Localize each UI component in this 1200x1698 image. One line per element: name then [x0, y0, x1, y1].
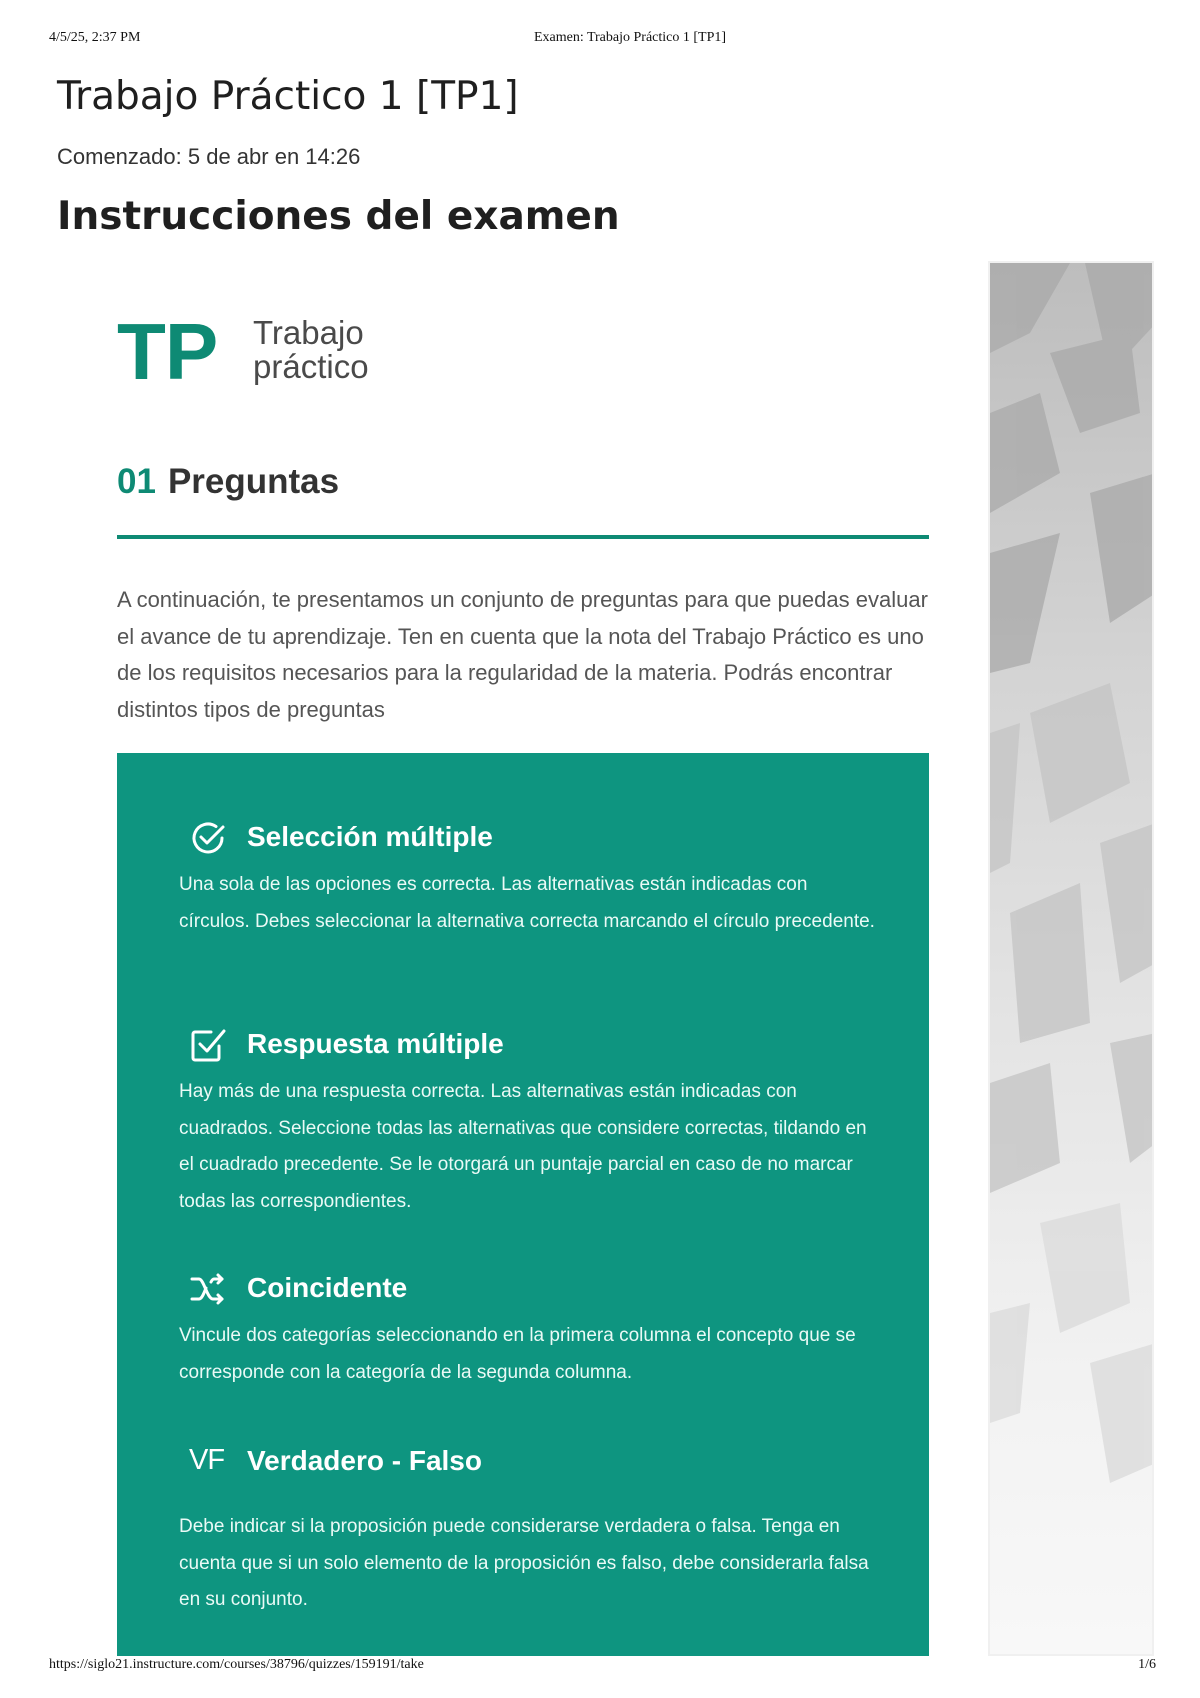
section-divider	[117, 535, 929, 539]
started-info	[57, 144, 360, 170]
print-doc-title: Examen: Trabajo Práctico 1 [TP1]	[533, 30, 727, 45]
question-type-description: Hay más de una respuesta correcta. Las alternativas están indicadas con cuadrados. Seleccione todas las alternativas que considere correctas, tildando en el cuadrado precedente. Se le otorgará un puntaje parcial en caso de no marcar todas las correspondientes.	[179, 1081, 867, 1212]
started-value: 5 de abr en 14:26	[187, 144, 361, 169]
question-type-title: Respuesta múltiple	[247, 1028, 504, 1059]
logo-word-line1: Trabajo	[253, 314, 364, 351]
question-type-title: Coincidente	[247, 1272, 408, 1303]
started-label: Comenzado:	[57, 144, 182, 169]
question-type-multiple-choice	[179, 817, 879, 940]
shuffle-icon	[189, 1270, 227, 1308]
square-check-icon	[189, 1026, 227, 1064]
question-type-description: Una sola de las opciones es correcta. Las alternativas están indicadas con círculos. Debes seleccionar la alternativa correcta marcando el círculo precedente.	[179, 874, 875, 932]
logo-word-line2: práctico	[253, 348, 369, 385]
section-heading	[117, 462, 339, 502]
print-footer	[0, 1657, 1200, 1677]
page-title: Trabajo Práctico 1 [TP1]	[57, 74, 519, 119]
question-type-description: Vincule dos categorías seleccionando en la primera columna el concepto que se corresponde con la categoría de la segunda columna.	[179, 1325, 856, 1383]
decorative-side-image	[988, 261, 1154, 1656]
question-type-description: Debe indicar si la proposición puede considerarse verdadera o falsa. Tenga en cuenta que si un solo elemento de la proposición es falso, debe considerarla falsa en su conjunto.	[179, 1516, 869, 1610]
question-type-title: Verdadero - Falso	[247, 1445, 482, 1476]
question-types-panel	[117, 753, 929, 1656]
section-name: Preguntas	[167, 462, 340, 501]
print-page-number: 1/6	[1138, 1657, 1156, 1672]
question-type-matching	[179, 1268, 879, 1391]
vf-icon: VF	[189, 1444, 225, 1476]
circle-check-icon	[189, 819, 227, 857]
print-datetime: 4/5/25, 2:37 PM	[49, 30, 141, 45]
question-type-true-false	[179, 1441, 879, 1619]
print-url: https://siglo21.instructure.com/courses/38796/quizzes/159191/take	[49, 1657, 424, 1672]
print-header	[0, 30, 1200, 50]
question-type-title: Selección múltiple	[247, 821, 493, 852]
instructions-title: Instrucciones del examen	[57, 194, 620, 239]
logo-mark: TP	[117, 307, 218, 396]
question-type-multiple-answer	[179, 1024, 879, 1220]
section-number: 01	[117, 462, 156, 501]
intro-paragraph: A continuación, te presentamos un conjunto de preguntas para que puedas evaluar el avance de tu aprendizaje. Ten en cuenta que la nota del Trabajo Práctico es uno de los requisitos necesarios para la regularidad de la materia. Podrás encontrar distintos tipos de preguntas	[117, 587, 928, 722]
